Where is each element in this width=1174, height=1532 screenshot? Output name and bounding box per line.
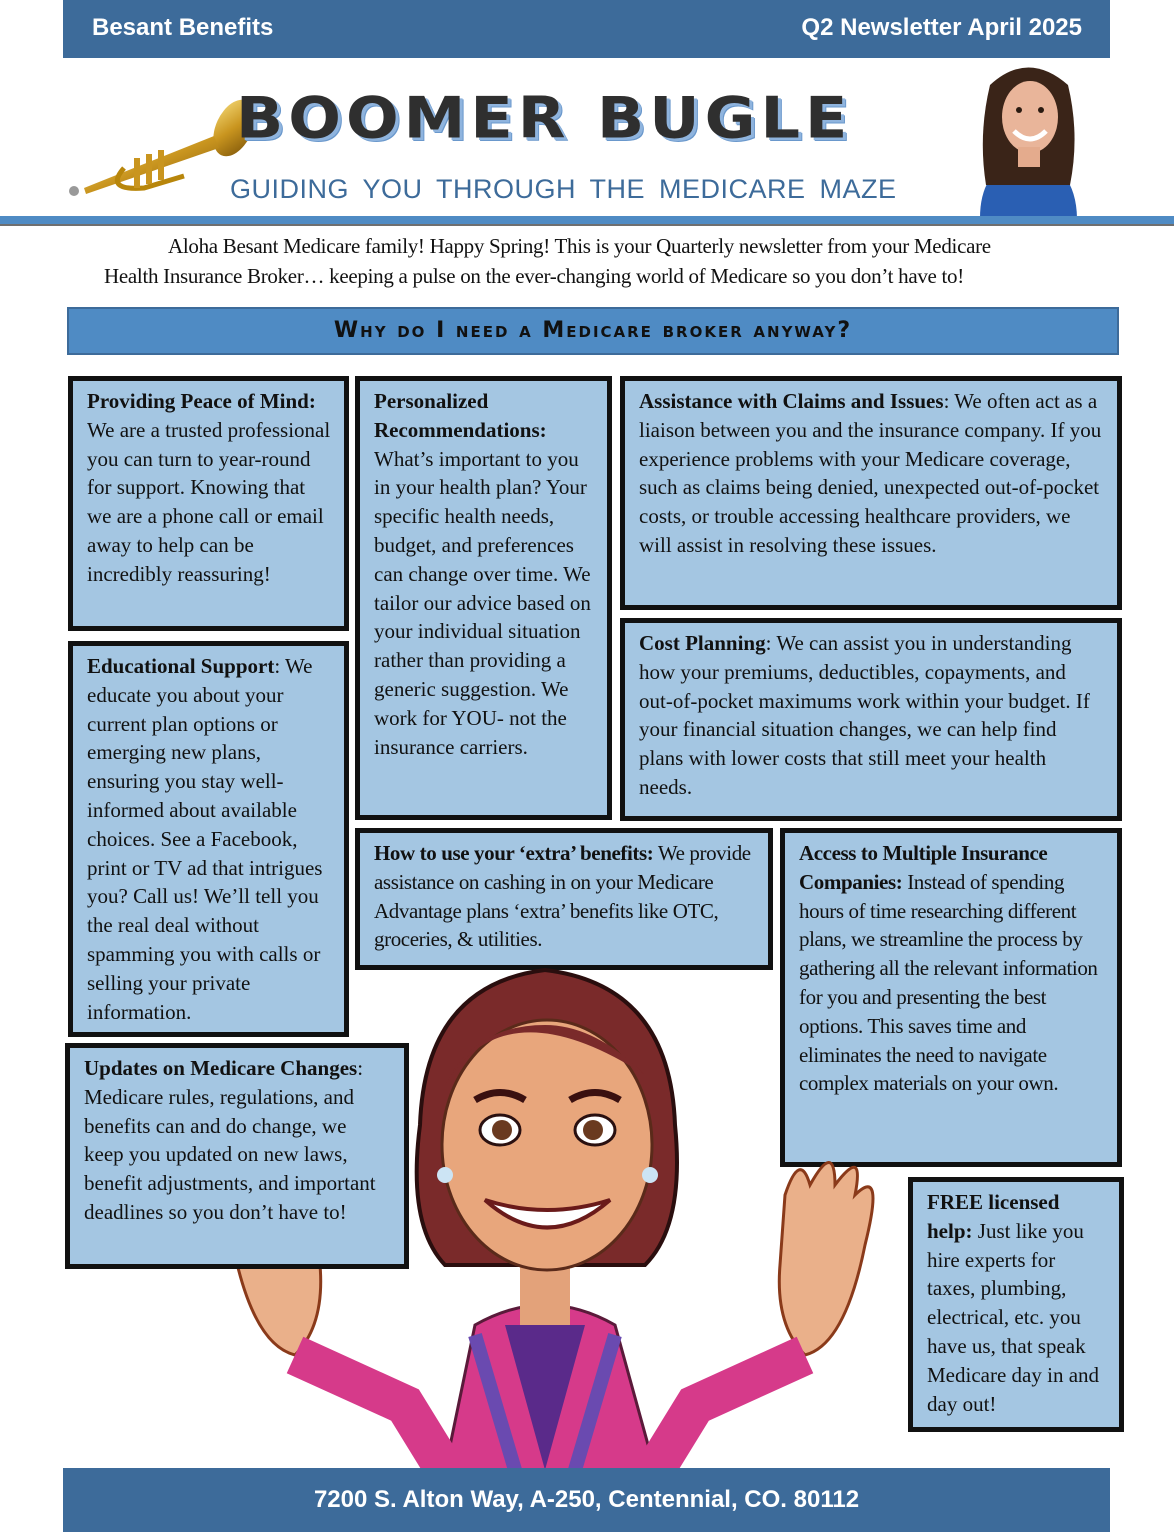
box-body: What’s important to you in your health plan? Your specific health needs, budget, and preferences can change over time. We tailor our advice based on your individual situation rather than providing a generic suggestion. We work for YOU- not the insurance carriers. xyxy=(374,446,591,759)
box-heading: Access to Multiple Insurance Companies: xyxy=(799,841,1048,894)
intro-line-1: Aloha Besant Medicare family! Happy Spring! This is your Quarterly newsletter from your Medicare xyxy=(168,234,991,258)
claims-assistance-box xyxy=(620,376,1122,610)
peace-of-mind-box xyxy=(68,376,349,631)
box-heading: How to use your ‘extra’ benefits: xyxy=(374,841,654,865)
box-heading: Educational Support xyxy=(87,654,275,678)
box-body: : We often act as a liaison between you and the insurance company. If you experience problems with your Medicare coverage, such as claims being denied, unexpected out-of-pocket costs, or trouble accessing healthcare providers, we will assist in resolving these issues. xyxy=(639,389,1102,557)
newsletter-tagline: GUIDING YOU THROUGH THE MEDICARE MAZE xyxy=(230,174,897,204)
box-body: : We educate you about your current plan options or emerging new plans, ensuring you stay well-informed about available choices. See a Facebook, print or TV ad that intrigues you? Call us! We’ll tell you the real deal without spamming you with calls or selling your private information. xyxy=(87,654,323,1024)
extra-benefits-box xyxy=(355,828,773,970)
box-heading: Cost Planning xyxy=(639,631,766,655)
top-banner xyxy=(63,0,1110,58)
box-heading: Updates on Medicare Changes xyxy=(84,1056,358,1080)
footer-address: 7200 S. Alton Way, A-250, Centennial, CO. 80112 xyxy=(63,1468,1110,1532)
box-heading: Personalized Recommendations: xyxy=(374,389,547,442)
box-body: We are a trusted professional you can turn to year-round for support. Knowing that we are a phone call or email away to help can be incredibly reassuring! xyxy=(87,417,331,586)
box-heading: Providing Peace of Mind: xyxy=(87,389,316,413)
box-body: We provide assistance on cashing in on your Medicare Advantage plans ‘extra’ benefits like OTC, groceries, & utilities. xyxy=(374,841,751,952)
brand-name: Besant Benefits xyxy=(92,14,274,41)
header-divider xyxy=(0,216,1174,224)
box-heading: Assistance with Claims and Issues xyxy=(639,389,944,413)
broker-portrait xyxy=(950,55,1107,218)
box-body: Just like you hire experts for taxes, plumbing, electrical, etc. you have us, that speak Medicare day in and day out! xyxy=(927,1218,1100,1416)
issue-label: Q2 Newsletter April 2025 xyxy=(801,14,1082,41)
box-body: : Medicare rules, regulations, and benefits can and do change, we keep you updated on new laws, benefit adjustments, and important deadlines so you don’t have to! xyxy=(84,1056,376,1224)
header-divider-shadow xyxy=(0,224,1174,226)
box-heading: FREE licensed help: xyxy=(927,1190,1060,1243)
medicare-updates-box xyxy=(65,1043,409,1269)
newsletter-title: BOOMER BUGLE xyxy=(236,84,853,152)
cost-planning-box xyxy=(620,618,1122,821)
section-heading: Why do I need a Medicare broker anyway? xyxy=(67,307,1119,355)
free-help-box xyxy=(908,1177,1124,1432)
intro-line-2: Health Insurance Broker… keeping a pulse on the ever-changing world of Medicare so you don’t have to! xyxy=(104,264,964,288)
box-body: Instead of spending hours of time researching different plans, we streamline the process by gathering all the relevant information for you and presenting the best options. This saves time and eliminates the need to navigate complex materials on your own. xyxy=(799,869,1098,1096)
trumpet-icon xyxy=(64,96,254,206)
box-body: : We can assist you in understanding how your premiums, deductibles, copayments, and out-of-pocket maximums work within your budget. If your financial situation changes, we can help find plans with lower costs that still meet your health needs. xyxy=(639,631,1090,799)
personalized-recommendations-box xyxy=(355,376,612,820)
intro-paragraph xyxy=(104,231,1104,291)
